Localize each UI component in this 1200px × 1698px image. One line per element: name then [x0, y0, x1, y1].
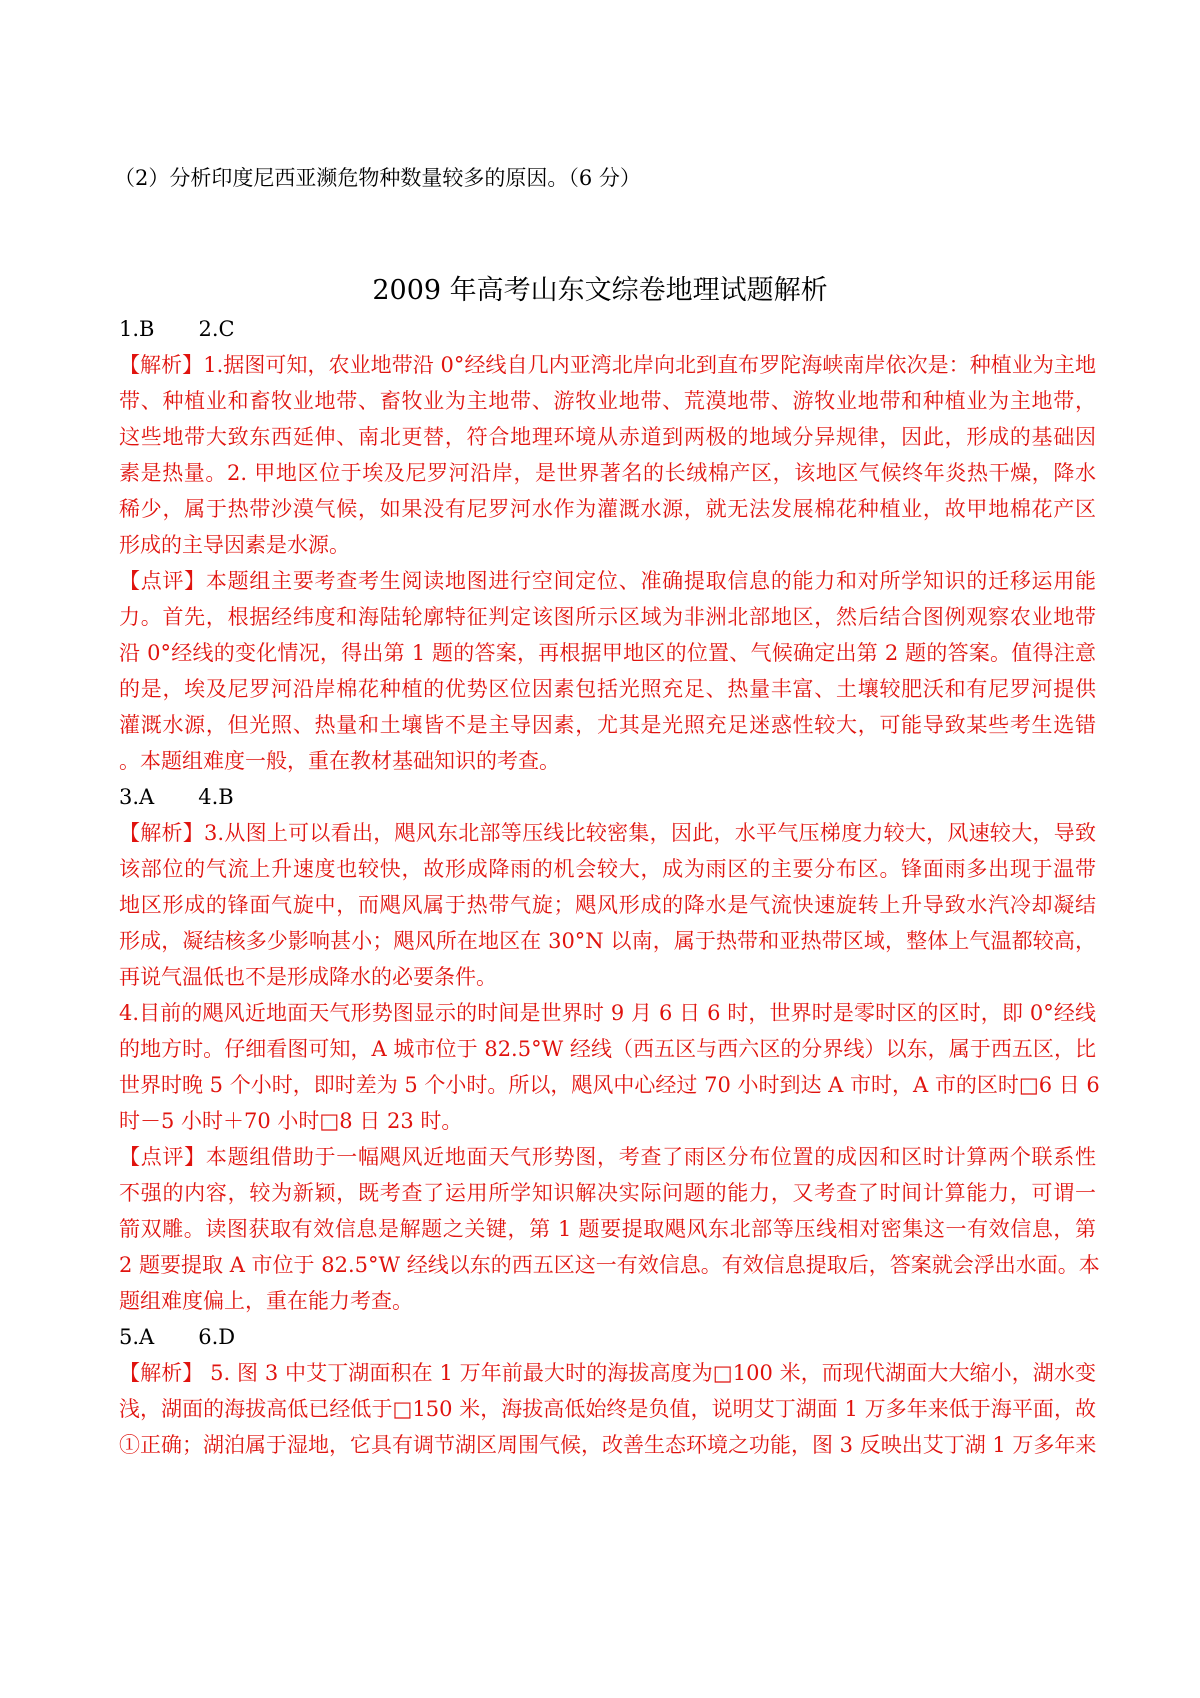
- comment-1-2-line: 沿 0°经线的变化情况，得出第 1 题的答案，再根据甲地区的位置、气候确定出第 2 题的答案。值得注意: [119, 641, 1096, 665]
- comment-3-4-line: 不强的内容，较为新颖，既考查了运用所学知识解决实际问题的能力，又考查了时间计算能力，可谓一: [119, 1181, 1096, 1205]
- analysis-5-line: 浅，湖面的海拔高低已经低于□150 米，海拔高低始终是负值，说明艾丁湖面 1 万多年来低于海平面，故: [119, 1397, 1096, 1421]
- analysis-3-line: 形成，凝结核多少影响甚小；飓风所在地区在 30°N 以南，属于热带和亚热带区域，整体上气温都较高，: [119, 929, 1096, 953]
- analysis-1-2-line: 【解析】1.据图可知，农业地带沿 0°经线自几内亚湾北岸向北到直布罗陀海峡南岸依次是：种植业为主地: [119, 353, 1096, 377]
- analysis-4-line: 的地方时。仔细看图可知，A 城市位于 82.5°W 经线（西五区与西六区的分界线）以东，属于西五区，比: [119, 1037, 1096, 1061]
- answer-line-3-4: [119, 777, 1096, 817]
- analysis-3-line: 【解析】3.从图上可以看出，飓风东北部等压线比较密集，因此，水平气压梯度力较大，风速较大，导致: [119, 821, 1096, 845]
- analysis-3-line: 再说气温低也不是形成降水的必要条件。: [119, 965, 497, 989]
- analysis-1-2-line: 素是热量。2. 甲地区位于埃及尼罗河沿岸，是世界著名的长绒棉产区，该地区气候终年炎热干燥，降水: [119, 461, 1096, 485]
- comment-1-2-line: 。本题组难度一般，重在教材基础知识的考查。: [119, 749, 560, 773]
- answer-1: 1.B: [119, 317, 155, 341]
- comment-1-2-line: 【点评】本题组主要考查考生阅读地图进行空间定位、准确提取信息的能力和对所学知识的迁移运用能: [119, 569, 1096, 593]
- answer-line-1-2: [119, 309, 1096, 349]
- answer-2: 2.C: [198, 317, 235, 341]
- document-title: 2009 年高考山东文综卷地理试题解析: [372, 275, 828, 306]
- comment-1-2-line: 灌溉水源，但光照、热量和土壤皆不是主导因素，尤其是光照充足迷惑性较大，可能导致某些考生选错: [119, 713, 1096, 737]
- answer-5: 5.A: [119, 1325, 155, 1349]
- analysis-5-line: ①正确；湖泊属于湿地，它具有调节湖区周围气候，改善生态环境之功能，图 3 反映出艾丁湖 1 万多年来: [119, 1433, 1097, 1457]
- analysis-1-2-line: 稀少，属于热带沙漠气候，如果没有尼罗河水作为灌溉水源，就无法发展棉花种植业，故甲地棉花产区: [119, 497, 1096, 521]
- analysis-1-2-line: 这些地带大致东西延伸、南北更替，符合地理环境从赤道到两极的地域分异规律，因此，形成的基础因: [119, 425, 1096, 449]
- comment-3-4-line: 2 题要提取 A 市位于 82.5°W 经线以东的西五区这一有效信息。有效信息提取后，答案就会浮出水面。本: [119, 1253, 1100, 1277]
- question-2: （2）分析印度尼西亚濒危物种数量较多的原因。（6 分）: [114, 166, 641, 190]
- answer-4: 4.B: [198, 785, 234, 809]
- comment-3-4-line: 题组难度偏上，重在能力考查。: [119, 1289, 413, 1313]
- analysis-3-line: 该部位的气流上升速度也较快，故形成降雨的机会较大，成为雨区的主要分布区。锋面雨多出现于温带: [119, 857, 1096, 881]
- analysis-4-line: 4.目前的飓风近地面天气形势图显示的时间是世界时 9 月 6 日 6 时，世界时是零时区的区时，即 0°经线: [119, 1001, 1096, 1025]
- analysis-3-line: 地区形成的锋面气旋中，而飓风属于热带气旋；飓风形成的降水是气流快速旋转上升导致水汽冷却凝结: [119, 893, 1096, 917]
- analysis-4-line: 时－5 小时＋70 小时□8 日 23 时。: [119, 1109, 463, 1133]
- comment-3-4-line: 【点评】本题组借助于一幅飓风近地面天气形势图，考查了雨区分布位置的成因和区时计算两个联系性: [119, 1145, 1096, 1169]
- comment-1-2-line: 的是，埃及尼罗河沿岸棉花种植的优势区位因素包括光照充足、热量丰富、土壤较肥沃和有尼罗河提供: [119, 677, 1096, 701]
- comment-1-2-line: 力。首先，根据经纬度和海陆轮廓特征判定该图所示区域为非洲北部地区，然后结合图例观察农业地带: [119, 605, 1096, 629]
- analysis-5-line: 【解析】 5. 图 3 中艾丁湖面积在 1 万年前最大时的海拔高度为□100 米，而现代湖面大大缩小，湖水变: [119, 1361, 1096, 1385]
- comment-3-4-line: 箭双雕。读图获取有效信息是解题之关键，第 1 题要提取飓风东北部等压线相对密集这一有效信息，第: [119, 1217, 1096, 1241]
- analysis-1-2-line: 形成的主导因素是水源。: [119, 533, 350, 557]
- analysis-1-2-line: 带、种植业和畜牧业地带、畜牧业为主地带、游牧业地带、荒漠地带、游牧业地带和种植业为主地带，: [119, 389, 1096, 413]
- analysis-4-line: 世界时晚 5 个小时，即时差为 5 个小时。所以，飓风中心经过 70 小时到达 A 市时，A 市的区时□6 日 6: [119, 1073, 1100, 1097]
- answer-line-5-6: [119, 1317, 1096, 1357]
- answer-3: 3.A: [119, 785, 155, 809]
- answer-6: 6.D: [198, 1325, 236, 1349]
